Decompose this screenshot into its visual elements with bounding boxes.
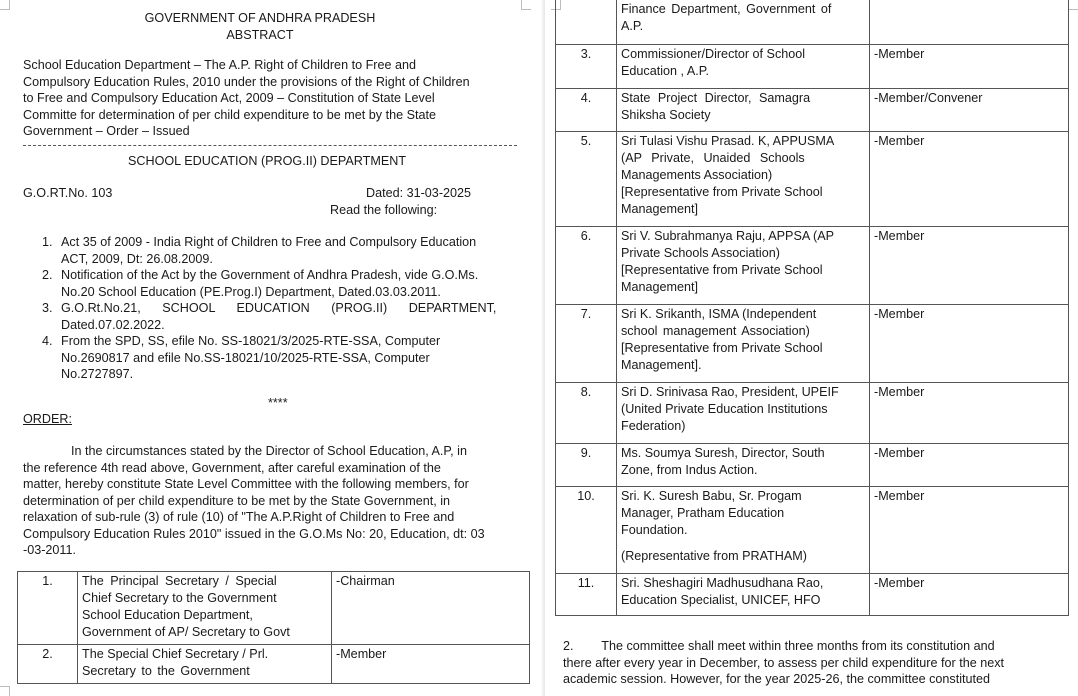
reference-line: Dated.07.02.2022. bbox=[61, 317, 165, 332]
go-date: Dated: 31-03-2025 bbox=[366, 186, 472, 200]
member-line: Education Specialist, UNICEF, HFO bbox=[621, 593, 821, 607]
reference-item bbox=[42, 333, 518, 383]
member-role: -Member bbox=[870, 444, 1069, 487]
abstract-subject bbox=[23, 57, 517, 140]
member-line: Foundation. bbox=[621, 523, 688, 537]
member-line: [Representative from Private School bbox=[621, 341, 823, 355]
page-corner-mark bbox=[521, 0, 531, 10]
table-row bbox=[556, 227, 1069, 305]
member-name-cell bbox=[617, 383, 870, 444]
member-name-cell bbox=[78, 572, 332, 645]
right-page bbox=[545, 0, 1078, 696]
member-number: 3. bbox=[556, 45, 617, 89]
table-row bbox=[556, 487, 1069, 574]
order-line: determination of per child expenditure to be met by the State Government, in bbox=[23, 493, 451, 508]
member-line: [Representative from Private School bbox=[621, 185, 823, 199]
page-corner-mark bbox=[0, 0, 10, 10]
order-line: -03-2011. bbox=[23, 543, 76, 557]
member-line: Federation) bbox=[621, 419, 686, 433]
member-name-cell bbox=[617, 227, 870, 305]
reference-line: From the SPD, SS, efile No. SS-18021/3/2025-RTE-SSA, Computer bbox=[61, 334, 441, 348]
member-line: School Education Department, bbox=[82, 608, 253, 622]
abstract-line: School Education Department – The A.P. Right of Children to Free and bbox=[23, 58, 416, 72]
member-number: 11. bbox=[556, 574, 617, 616]
member-line: Chief Secretary to the Government bbox=[82, 591, 277, 605]
order-line: In the circumstances stated by the Director of School Education, A.P, in bbox=[71, 444, 467, 458]
member-line: (Representative from PRATHAM) bbox=[621, 549, 807, 563]
member-line: [Representative from Private School bbox=[621, 263, 823, 277]
member-line: Sri D. Srinivasa Rao, President, UPEIF bbox=[621, 385, 839, 399]
table-row bbox=[556, 444, 1069, 487]
reference-number: 4. bbox=[42, 334, 53, 348]
member-line: Secretary to the Government bbox=[82, 664, 250, 678]
header-abstract: ABSTRACT bbox=[226, 27, 294, 42]
member-name-cell bbox=[617, 45, 870, 89]
members-table-right bbox=[555, 0, 1069, 616]
reference-line: G.O.Rt.No.21, SCHOOL EDUCATION (PROG.II) DEPARTMENT, bbox=[61, 301, 497, 315]
abstract-line: to Free and Compulsory Education Act, 2009 – Constitution of State Level bbox=[23, 91, 435, 105]
member-number bbox=[556, 0, 617, 45]
member-role bbox=[870, 0, 1069, 45]
order-label: ORDER: bbox=[23, 412, 72, 426]
paragraph-line: there after every year in December, to assess per child expenditure for the next bbox=[563, 655, 1005, 670]
member-role: -Member bbox=[870, 383, 1069, 444]
reference-line: Notification of the Act by the Government of Andhra Pradesh, vide G.O.Ms. bbox=[61, 268, 479, 282]
go-number: G.O.RT.No. 103 bbox=[23, 186, 113, 200]
member-line: school management Association) bbox=[621, 324, 810, 338]
table-row bbox=[18, 572, 530, 645]
member-name-cell bbox=[617, 487, 870, 574]
reference-line: No.2727897. bbox=[61, 367, 134, 381]
reference-line: ACT, 2009, Dt: 26.08.2009. bbox=[61, 251, 213, 266]
member-number: 6. bbox=[556, 227, 617, 305]
member-line: Sri K. Srikanth, ISMA (Independent bbox=[621, 307, 817, 321]
member-name-cell bbox=[78, 645, 332, 684]
member-line: The Principal Secretary / Special bbox=[82, 574, 277, 588]
table-row bbox=[556, 132, 1069, 227]
member-role: -Member bbox=[332, 645, 530, 684]
table-row bbox=[556, 574, 1069, 616]
member-line: Sri Tulasi Vishu Prasad. K, APPUSMA bbox=[621, 134, 835, 148]
member-line: Management] bbox=[621, 280, 699, 294]
references-list bbox=[42, 234, 518, 383]
member-line: A.P. bbox=[621, 19, 644, 33]
member-line: Commissioner/Director of School bbox=[621, 47, 806, 61]
order-line: Compulsory Education Rules 2010" issued in the G.O.Ms No: 20, Education, dt: 03 bbox=[23, 526, 485, 541]
member-line-spacer bbox=[621, 539, 865, 548]
reference-line: No.2690817 and efile No.SS-18021/10/2025-RTE-SSA, Computer bbox=[61, 350, 430, 365]
member-line: Management] bbox=[621, 202, 699, 216]
member-line: Management]. bbox=[621, 358, 702, 372]
reference-item bbox=[42, 300, 518, 333]
reference-line: Act 35 of 2009 - India Right of Children to Free and Compulsory Education bbox=[61, 235, 477, 249]
member-line: Sri V. Subrahmanya Raju, APPSA (AP bbox=[621, 229, 835, 243]
reference-item bbox=[42, 267, 518, 300]
member-name-cell bbox=[617, 132, 870, 227]
member-role: -Chairman bbox=[332, 572, 530, 645]
table-row bbox=[18, 645, 530, 684]
member-line: Government of AP/ Secretary to Govt bbox=[82, 625, 290, 639]
member-line: (United Private Education Institutions bbox=[621, 402, 828, 416]
members-table-left bbox=[17, 571, 530, 684]
read-the-following: Read the following: bbox=[330, 203, 438, 217]
member-number: 5. bbox=[556, 132, 617, 227]
page-corner-mark bbox=[1068, 0, 1078, 10]
member-line: Managements Association) bbox=[621, 168, 773, 182]
member-line: The Special Chief Secretary / Prl. bbox=[82, 647, 269, 661]
member-line: Manager, Pratham Education bbox=[621, 506, 785, 520]
member-role: -Member/Convener bbox=[870, 89, 1069, 132]
table-row bbox=[556, 383, 1069, 444]
table-row bbox=[556, 305, 1069, 383]
reference-number: 2. bbox=[42, 268, 53, 282]
member-number: 4. bbox=[556, 89, 617, 132]
member-line: (AP Private, Unaided Schools bbox=[621, 151, 805, 165]
member-role: -Member bbox=[870, 45, 1069, 89]
member-number: 1. bbox=[18, 572, 78, 645]
member-role: -Member bbox=[870, 487, 1069, 574]
order-line: relaxation of sub-rule (3) of rule (10) of "The A.P.Right of Children to Free and bbox=[23, 510, 455, 524]
paragraph-line: 2. The committee shall meet within three months from its constitution and bbox=[563, 639, 995, 653]
member-name-cell bbox=[617, 0, 870, 45]
header-government: GOVERNMENT OF ANDHRA PRADESH bbox=[144, 11, 376, 25]
dashed-separator bbox=[23, 145, 517, 146]
member-line: Private Schools Association) bbox=[621, 246, 780, 260]
member-name-cell bbox=[617, 444, 870, 487]
order-line: the reference 4th read above, Government, after careful examination of the bbox=[23, 460, 441, 475]
member-name-cell bbox=[617, 305, 870, 383]
order-line: matter, hereby constitute State Level Committee with the following members, for bbox=[23, 477, 469, 491]
reference-number: 1. bbox=[42, 235, 53, 249]
paragraph-line: academic session. However, for the year 2025-26, the committee constituted bbox=[563, 672, 991, 686]
member-role: -Member bbox=[870, 305, 1069, 383]
member-line: Zone, from Indus Action. bbox=[621, 463, 758, 477]
member-name-cell bbox=[617, 574, 870, 616]
member-number: 9. bbox=[556, 444, 617, 487]
paragraph-2 bbox=[563, 638, 1055, 688]
table-row bbox=[556, 0, 1069, 45]
member-number: 2. bbox=[18, 645, 78, 684]
member-role: -Member bbox=[870, 132, 1069, 227]
member-line: Finance Department, Government of bbox=[621, 2, 832, 16]
stars-divider: **** bbox=[268, 396, 288, 410]
reference-line: No.20 School Education (PE.Prog.I) Department, Dated.03.03.2011. bbox=[61, 284, 441, 299]
order-paragraph bbox=[23, 443, 517, 559]
abstract-line: Compulsory Education Rules, 2010 under the provisions of the Right of Children bbox=[23, 74, 470, 89]
abstract-line: Government – Order – Issued bbox=[23, 124, 190, 138]
table-row bbox=[556, 45, 1069, 89]
table-row bbox=[556, 89, 1069, 132]
member-line: Ms. Soumya Suresh, Director, South bbox=[621, 446, 825, 460]
member-line: Education , A.P. bbox=[621, 64, 709, 78]
government-header bbox=[100, 10, 420, 43]
member-line: Sri. Sheshagiri Madhusudhana Rao, bbox=[621, 576, 824, 590]
department-heading: SCHOOL EDUCATION (PROG.II) DEPARTMENT bbox=[128, 154, 407, 168]
member-line: State Project Director, Samagra bbox=[621, 91, 811, 105]
member-name-cell bbox=[617, 89, 870, 132]
abstract-line: Committe for determination of per child expenditure to be met by the State bbox=[23, 107, 437, 122]
page-corner-mark bbox=[0, 686, 10, 696]
member-line: Shiksha Society bbox=[621, 108, 711, 122]
member-role: -Member bbox=[870, 574, 1069, 616]
reference-number: 3. bbox=[42, 301, 53, 315]
member-number: 7. bbox=[556, 305, 617, 383]
member-line: Sri. K. Suresh Babu, Sr. Progam bbox=[621, 489, 802, 503]
member-number: 8. bbox=[556, 383, 617, 444]
member-number: 10. bbox=[556, 487, 617, 574]
member-role: -Member bbox=[870, 227, 1069, 305]
reference-item bbox=[42, 234, 518, 267]
